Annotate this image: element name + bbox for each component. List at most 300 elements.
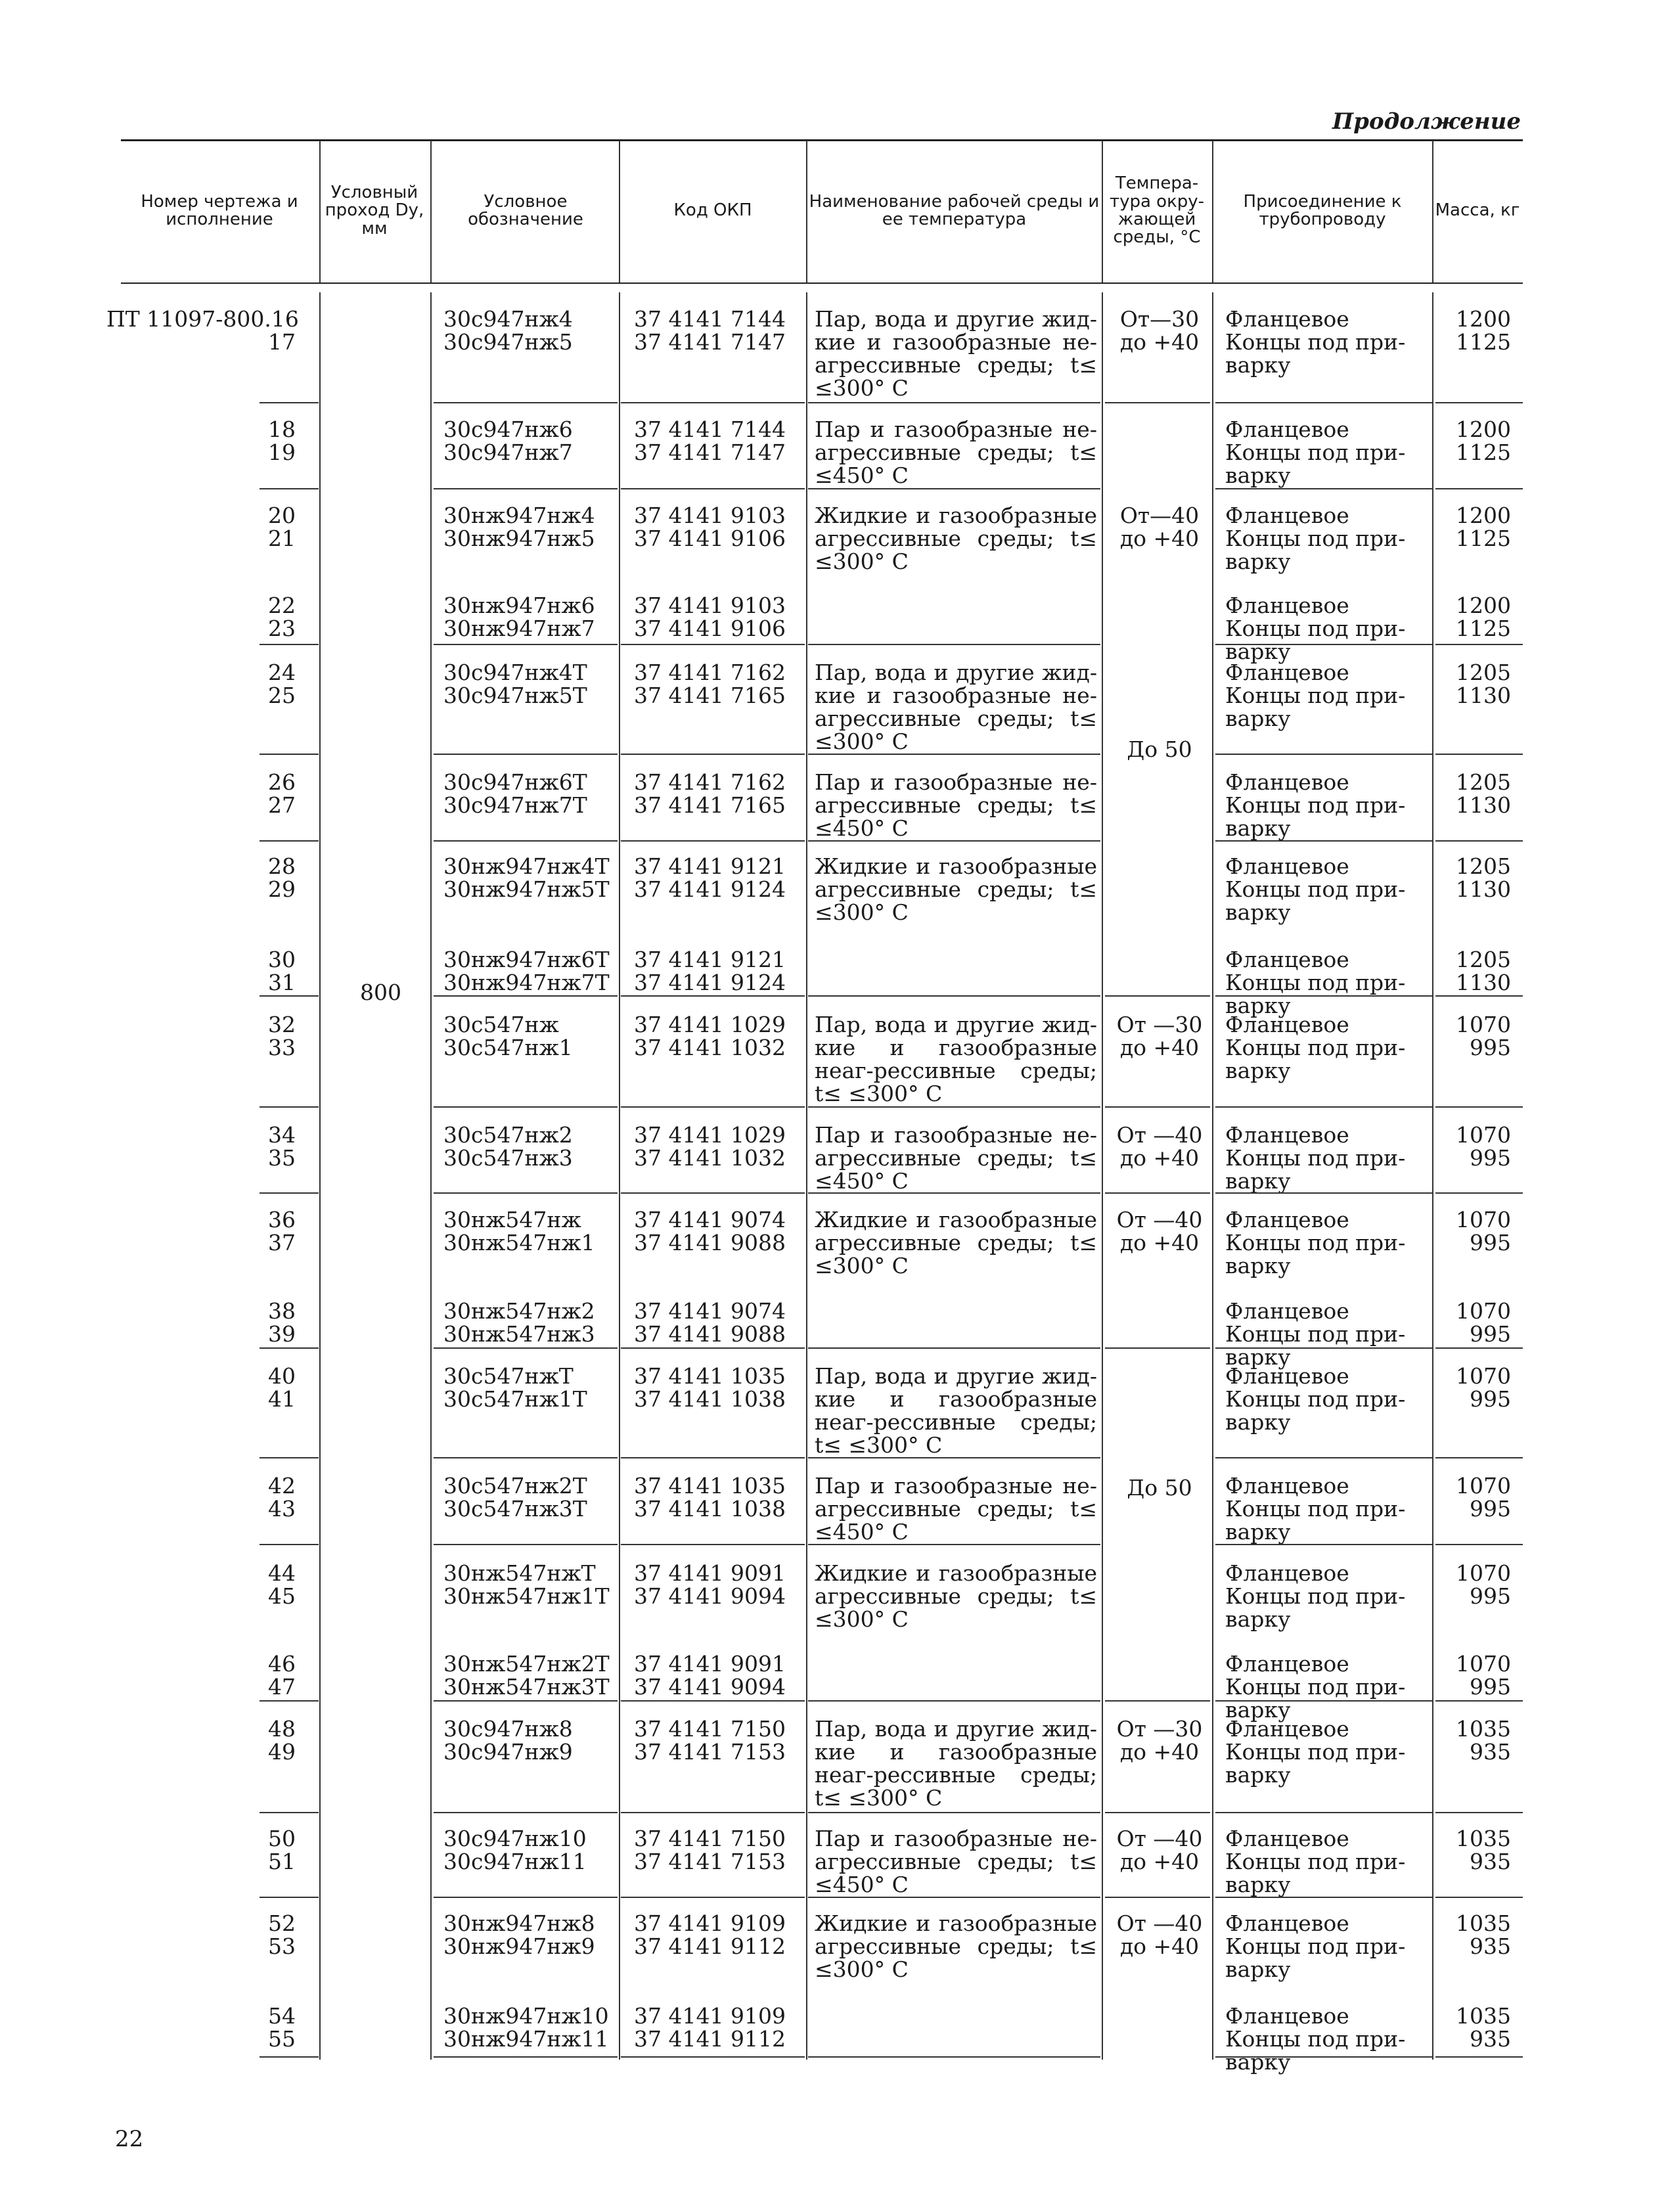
group-rule <box>1435 840 1523 842</box>
row-connection: Фланцевое <box>1225 1207 1349 1232</box>
group-rule <box>434 1700 618 1702</box>
row-mass: 995 <box>1470 1145 1511 1171</box>
group-rule <box>259 1192 319 1194</box>
row-number: 28 <box>268 853 296 879</box>
continuation-label: Продолжение <box>1332 108 1521 135</box>
row-designation: 30с947нж8 <box>443 1716 573 1742</box>
row-okp-code: 37 4141 9124 <box>634 970 786 995</box>
row-okp-code: 37 4141 1035 <box>634 1363 786 1389</box>
row-designation: 30с947нж9 <box>443 1739 573 1765</box>
working-medium-text: Жидкие и газообразные агрессивные среды; t≤ ≤300° С <box>815 1560 1097 1632</box>
nominal-bore-value: 800 <box>360 980 401 1005</box>
group-rule <box>1435 644 1523 645</box>
group-rule <box>808 2056 1100 2058</box>
group-rule <box>434 840 618 842</box>
row-okp-code: 37 4141 1032 <box>634 1145 786 1171</box>
row-designation: 30с947нж6Т <box>443 769 587 795</box>
row-okp-code: 37 4141 9112 <box>634 2026 786 2052</box>
row-designation: 30нж547нж3 <box>443 1321 595 1347</box>
row-mass: 1205 <box>1456 853 1511 879</box>
group-rule <box>1435 1544 1523 1545</box>
working-medium-text: Пар и газообразные не-агрессивные среды; t≤ ≤450° С <box>815 1473 1097 1545</box>
row-number: 29 <box>268 876 296 902</box>
row-number: 32 <box>268 1012 296 1037</box>
row-mass: 995 <box>1470 1386 1511 1412</box>
row-connection: Фланцевое <box>1225 660 1349 685</box>
group-rule <box>808 1700 1100 1702</box>
row-okp-code: 37 4141 1038 <box>634 1386 786 1412</box>
header-pipe-connection: Присоединение к трубопроводу <box>1243 191 1402 229</box>
row-okp-code: 37 4141 9103 <box>634 593 786 618</box>
row-number: 31 <box>268 970 296 995</box>
header-okp-code: Код ОКП <box>673 200 752 221</box>
row-okp-code: 37 4141 7147 <box>634 440 786 465</box>
column-rule <box>430 141 432 282</box>
ambient-temperature-text: От—30 до +40 <box>1119 306 1200 355</box>
ambient-temperature-text: От —40 до +40 <box>1116 1122 1203 1171</box>
row-designation: 30нж947нж7 <box>443 616 595 641</box>
group-rule <box>434 402 618 403</box>
row-mass: 1130 <box>1456 683 1511 708</box>
row-mass: 935 <box>1470 1849 1511 1874</box>
row-okp-code: 37 4141 9121 <box>634 947 786 972</box>
row-designation: 30с947нж11 <box>443 1849 587 1874</box>
row-okp-code: 37 4141 1029 <box>634 1012 786 1037</box>
row-mass: 995 <box>1470 1035 1511 1060</box>
row-designation: 30нж947нж4Т <box>443 853 610 879</box>
row-okp-code: 37 4141 9091 <box>634 1560 786 1586</box>
row-okp-code: 37 4141 9091 <box>634 1651 786 1677</box>
row-designation: 30с547нж3Т <box>443 1496 587 1522</box>
row-number: 41 <box>268 1386 296 1412</box>
group-rule <box>1215 840 1432 842</box>
row-designation: 30с547нж2Т <box>443 1473 587 1499</box>
group-rule <box>808 1106 1100 1108</box>
row-connection: Фланцевое <box>1225 417 1349 442</box>
group-rule <box>808 1347 1100 1349</box>
row-connection: Фланцевое <box>1225 1910 1349 1936</box>
row-designation: 30нж947нж11 <box>443 2026 609 2052</box>
row-mass: 1200 <box>1456 306 1511 332</box>
row-okp-code: 37 4141 9106 <box>634 616 786 641</box>
group-rule <box>808 1544 1100 1545</box>
group-rule <box>434 1347 618 1349</box>
row-number: 47 <box>268 1674 296 1700</box>
row-connection: Концы под при-варку <box>1225 1739 1406 1788</box>
group-rule <box>1435 1457 1523 1458</box>
row-connection: Фланцевое <box>1225 947 1349 972</box>
working-medium-text: Жидкие и газообразные агрессивные среды; t≤ ≤300° С <box>815 1207 1097 1278</box>
group-rule <box>434 1106 618 1108</box>
row-mass: 995 <box>1470 1321 1511 1347</box>
group-rule <box>259 488 319 489</box>
row-okp-code: 37 4141 9094 <box>634 1583 786 1609</box>
group-rule <box>1105 1347 1210 1349</box>
group-rule <box>1435 1897 1523 1898</box>
group-rule <box>1435 402 1523 403</box>
row-connection: Концы под при-варку <box>1225 1674 1406 1723</box>
row-okp-code: 37 4141 7162 <box>634 660 786 685</box>
row-okp-code: 37 4141 7165 <box>634 792 786 818</box>
group-rule <box>808 1897 1100 1898</box>
working-medium-text: Пар, вода и другие жид-кие и газообразные неаг-рессивные среды; t≤ ≤300° С <box>815 1012 1097 1106</box>
row-number: 21 <box>268 526 296 551</box>
column-rule <box>806 141 807 282</box>
row-designation: 30нж947нж4 <box>443 503 595 528</box>
group-rule <box>259 1544 319 1545</box>
group-rule <box>808 995 1100 997</box>
row-okp-code: 37 4141 9094 <box>634 1674 786 1700</box>
ambient-temperature-text: От —40 до +40 <box>1116 1910 1203 1959</box>
group-rule <box>1215 644 1432 645</box>
row-okp-code: 37 4141 9106 <box>634 526 786 551</box>
row-mass: 995 <box>1470 1674 1511 1700</box>
group-rule <box>1105 1897 1210 1898</box>
group-rule <box>621 1812 805 1813</box>
row-okp-code: 37 4141 9109 <box>634 1910 786 1936</box>
row-number: 52 <box>268 1910 296 1936</box>
working-medium-text: Пар, вода и другие жид-кие и газообразные не-агрессивные среды; t≤ ≤300° С <box>815 660 1097 754</box>
row-designation: 30с947нж7Т <box>443 792 587 818</box>
column-rule <box>619 141 620 282</box>
row-connection: Концы под при-варку <box>1225 1849 1406 1897</box>
working-medium-text: Пар, вода и другие жид-кие и газообразные неаг-рессивные среды; t≤ ≤300° С <box>815 1716 1097 1811</box>
group-rule <box>1105 402 1210 403</box>
group-rule <box>1215 1192 1432 1194</box>
ambient-temperature-text: До 50 <box>1127 1475 1192 1501</box>
row-designation: 30с947нж4 <box>443 306 573 332</box>
row-okp-code: 37 4141 7144 <box>634 306 786 332</box>
group-rule <box>259 754 319 755</box>
group-rule <box>259 1457 319 1458</box>
group-rule <box>808 1457 1100 1458</box>
group-rule <box>1435 1192 1523 1194</box>
row-designation: 30с947нж6 <box>443 417 573 442</box>
row-connection: Фланцевое <box>1225 306 1349 332</box>
row-okp-code: 37 4141 7162 <box>634 769 786 795</box>
row-number: 54 <box>268 2003 296 2029</box>
row-number: 35 <box>268 1145 296 1171</box>
row-designation: 30нж547нж <box>443 1207 581 1232</box>
row-mass: 1035 <box>1456 2003 1511 2029</box>
row-connection: Фланцевое <box>1225 1012 1349 1037</box>
row-number: 33 <box>268 1035 296 1060</box>
row-mass: 1070 <box>1456 1298 1511 1324</box>
row-number: 39 <box>268 1321 296 1347</box>
row-mass: 1200 <box>1456 417 1511 442</box>
ambient-temperature-text: От —40 до +40 <box>1116 1207 1203 1255</box>
group-rule <box>621 1457 805 1458</box>
group-rule <box>434 995 618 997</box>
group-rule <box>259 1700 319 1702</box>
group-rule <box>1435 2056 1523 2058</box>
row-connection: Концы под при-варку <box>1225 2026 1406 2075</box>
row-number: 17 <box>268 329 296 355</box>
row-connection: Фланцевое <box>1225 2003 1349 2029</box>
group-rule <box>808 754 1100 755</box>
working-medium-text: Жидкие и газообразные агрессивные среды; t≤ ≤300° С <box>815 853 1097 925</box>
row-okp-code: 37 4141 7144 <box>634 417 786 442</box>
group-rule <box>1435 995 1523 997</box>
row-mass: 1070 <box>1456 1012 1511 1037</box>
group-rule <box>621 840 805 842</box>
row-connection: Фланцевое <box>1225 1122 1349 1148</box>
working-medium-text: Пар, вода и другие жид-кие и газообразные не-агрессивные среды; t≤ ≤300° С <box>815 306 1097 401</box>
group-rule <box>1215 2056 1432 2058</box>
row-okp-code: 37 4141 1029 <box>634 1122 786 1148</box>
row-designation: 30нж947нж5Т <box>443 876 610 902</box>
row-designation: 30с947нж5 <box>443 329 573 355</box>
row-mass: 1070 <box>1456 1560 1511 1586</box>
row-designation: 30с547нж1Т <box>443 1386 587 1412</box>
row-connection: Концы под при-варку <box>1225 1496 1406 1545</box>
row-number: 20 <box>268 503 296 528</box>
working-medium-text: Пар, вода и другие жид-кие и газообразные неаг-рессивные среды; t≤ ≤300° С <box>815 1363 1097 1458</box>
row-number: 44 <box>268 1560 296 1586</box>
working-medium-text: Пар и газообразные не-агрессивные среды; t≤ ≤450° С <box>815 769 1097 841</box>
group-rule <box>259 840 319 842</box>
row-mass: 1130 <box>1456 970 1511 995</box>
group-rule <box>1215 995 1432 997</box>
row-number: 37 <box>268 1230 296 1255</box>
row-connection: Концы под при-варку <box>1225 1386 1406 1435</box>
group-rule <box>1215 1106 1432 1108</box>
row-mass: 1200 <box>1456 503 1511 528</box>
column-rule <box>430 292 432 2060</box>
row-mass: 935 <box>1470 2026 1511 2052</box>
group-rule <box>259 644 319 645</box>
row-designation: 30нж947нж6Т <box>443 947 610 972</box>
row-number: 45 <box>268 1583 296 1609</box>
row-mass: 995 <box>1470 1583 1511 1609</box>
group-rule <box>621 644 805 645</box>
row-okp-code: 37 4141 9121 <box>634 853 786 879</box>
row-okp-code: 37 4141 9074 <box>634 1207 786 1232</box>
row-number: 42 <box>268 1473 296 1499</box>
group-rule <box>434 644 618 645</box>
column-rule <box>1432 141 1433 282</box>
working-medium-text: Жидкие и газообразные агрессивные среды; t≤ ≤300° С <box>815 503 1097 574</box>
row-designation: 30нж547нж2Т <box>443 1651 610 1677</box>
row-designation: 30с547нж2 <box>443 1122 573 1148</box>
group-rule <box>1435 754 1523 755</box>
group-rule <box>1435 488 1523 489</box>
row-number: 38 <box>268 1298 296 1324</box>
row-number: 27 <box>268 792 296 818</box>
group-rule <box>621 1106 805 1108</box>
row-okp-code: 37 4141 7147 <box>634 329 786 355</box>
column-rule <box>1102 141 1103 282</box>
header-working-medium: Наименование рабочей среды и ее температура <box>809 191 1100 229</box>
row-okp-code: 37 4141 7150 <box>634 1826 786 1851</box>
row-mass: 1070 <box>1456 1651 1511 1677</box>
group-rule <box>808 840 1100 842</box>
row-designation: 30нж547нж1Т <box>443 1583 610 1609</box>
group-rule <box>434 1812 618 1813</box>
row-designation: 30нж947нж9 <box>443 1933 595 1959</box>
working-medium-text: Пар и газообразные не-агрессивные среды; t≤ ≤450° С <box>815 1826 1097 1897</box>
group-rule <box>621 1897 805 1898</box>
group-rule <box>808 488 1100 489</box>
group-rule <box>434 488 618 489</box>
group-rule <box>621 1700 805 1702</box>
group-rule <box>1435 1812 1523 1813</box>
row-designation: 30с547нж1 <box>443 1035 573 1060</box>
column-rule <box>1212 141 1213 282</box>
row-number: 34 <box>268 1122 296 1148</box>
group-rule <box>621 1347 805 1349</box>
group-rule <box>1435 1106 1523 1108</box>
row-connection: Концы под при-варку <box>1225 1230 1406 1278</box>
row-mass: 995 <box>1470 1496 1511 1522</box>
row-mass: 1035 <box>1456 1910 1511 1936</box>
row-connection: Концы под при-варку <box>1225 1583 1406 1632</box>
row-mass: 935 <box>1470 1933 1511 1959</box>
row-number: 36 <box>268 1207 296 1232</box>
row-okp-code: 37 4141 1035 <box>634 1473 786 1499</box>
row-mass: 1125 <box>1456 329 1511 355</box>
group-rule <box>434 754 618 755</box>
working-medium-text: Пар и газообразные не-агрессивные среды; t≤ ≤450° С <box>815 1122 1097 1194</box>
row-designation: 30нж947нж10 <box>443 2003 609 2029</box>
row-designation: 30нж547нж1 <box>443 1230 595 1255</box>
row-number: 23 <box>268 616 296 641</box>
row-okp-code: 37 4141 7150 <box>634 1716 786 1742</box>
row-mass: 1130 <box>1456 792 1511 818</box>
row-connection: Фланцевое <box>1225 769 1349 795</box>
row-number: 30 <box>268 947 296 972</box>
row-connection: Фланцевое <box>1225 1473 1349 1499</box>
row-mass: 1130 <box>1456 876 1511 902</box>
row-designation: 30нж547нж3Т <box>443 1674 610 1700</box>
group-rule <box>1105 1192 1210 1194</box>
row-connection: Концы под при-варку <box>1225 970 1406 1018</box>
row-connection: Концы под при-варку <box>1225 440 1406 488</box>
row-mass: 1200 <box>1456 593 1511 618</box>
row-connection: Фланцевое <box>1225 1826 1349 1851</box>
group-rule <box>621 402 805 403</box>
row-connection: Фланцевое <box>1225 1560 1349 1586</box>
row-number: 24 <box>268 660 296 685</box>
row-number: 50 <box>268 1826 296 1851</box>
row-mass: 1125 <box>1456 616 1511 641</box>
row-okp-code: 37 4141 9109 <box>634 2003 786 2029</box>
group-rule <box>434 1192 618 1194</box>
group-rule <box>621 1192 805 1194</box>
row-number: 19 <box>268 440 296 465</box>
row-connection: Концы под при-варку <box>1225 1933 1406 1982</box>
row-designation: 30нж947нж7Т <box>443 970 610 995</box>
row-mass: 1205 <box>1456 947 1511 972</box>
header-drawing-number: Номер чертежа и исполнение <box>141 191 298 229</box>
row-connection: Концы под при-варку <box>1225 792 1406 841</box>
row-mass: 1205 <box>1456 660 1511 685</box>
row-mass: 1070 <box>1456 1363 1511 1389</box>
row-designation: 30с947нж4Т <box>443 660 587 685</box>
group-rule <box>1215 1812 1432 1813</box>
column-rule <box>319 141 321 282</box>
ambient-temperature-text: От —30 до +40 <box>1116 1716 1203 1765</box>
header-ambient-temperature: Темпера- тура окру- жающей среды, °С <box>1109 173 1205 248</box>
row-okp-code: 37 4141 9074 <box>634 1298 786 1324</box>
row-okp-code: 37 4141 1038 <box>634 1496 786 1522</box>
row-connection: Фланцевое <box>1225 1363 1349 1389</box>
group-rule <box>1105 1106 1210 1108</box>
header-mass: Масса, кг <box>1435 200 1520 221</box>
row-number: 48 <box>268 1716 296 1742</box>
group-rule <box>259 1812 319 1813</box>
row-okp-code: 37 4141 9088 <box>634 1230 786 1255</box>
row-connection: Фланцевое <box>1225 853 1349 879</box>
group-rule <box>1435 1700 1523 1702</box>
row-okp-code: 37 4141 9112 <box>634 1933 786 1959</box>
row-number: 18 <box>268 417 296 442</box>
row-connection: Фланцевое <box>1225 1651 1349 1677</box>
row-designation: 30с547нжТ <box>443 1363 574 1389</box>
row-okp-code: 37 4141 7165 <box>634 683 786 708</box>
group-rule <box>259 1106 319 1108</box>
table-header-rule <box>121 282 1523 284</box>
row-designation: 30с947нж7 <box>443 440 573 465</box>
row-mass: 1070 <box>1456 1122 1511 1148</box>
row-number: 55 <box>268 2026 296 2052</box>
row-connection: Фланцевое <box>1225 1716 1349 1742</box>
drawing-prefix: ПТ 11097-800.16 <box>106 306 299 332</box>
row-mass: 1070 <box>1456 1207 1511 1232</box>
row-designation: 30нж547нжТ <box>443 1560 596 1586</box>
group-rule <box>621 1544 805 1545</box>
group-rule <box>1105 995 1210 997</box>
column-rule <box>806 292 807 2060</box>
group-rule <box>434 2056 618 2058</box>
row-mass: 1205 <box>1456 769 1511 795</box>
group-rule <box>434 1897 618 1898</box>
group-rule <box>808 1192 1100 1194</box>
row-designation: 30с947нж5Т <box>443 683 587 708</box>
row-mass: 1070 <box>1456 1473 1511 1499</box>
column-rule <box>1432 292 1433 2060</box>
group-rule <box>1215 1544 1432 1545</box>
column-rule <box>619 292 620 2060</box>
group-rule <box>1215 1700 1432 1702</box>
group-rule <box>1435 1347 1523 1349</box>
group-rule <box>1215 1347 1432 1349</box>
group-rule <box>1105 1812 1210 1813</box>
group-rule <box>1105 1700 1210 1702</box>
row-connection: Концы под при-варку <box>1225 1145 1406 1194</box>
row-number: 22 <box>268 593 296 618</box>
group-rule <box>259 2056 319 2058</box>
header-nominal-bore: Условный проход Dу, мм <box>325 183 424 238</box>
group-rule <box>621 488 805 489</box>
row-mass: 1035 <box>1456 1826 1511 1851</box>
row-number: 26 <box>268 769 296 795</box>
row-connection: Фланцевое <box>1225 1298 1349 1324</box>
row-okp-code: 37 4141 7153 <box>634 1849 786 1874</box>
row-connection: Концы под при-варку <box>1225 616 1406 664</box>
column-rule <box>1102 292 1103 2060</box>
row-number: 43 <box>268 1496 296 1522</box>
row-designation: 30с547нж <box>443 1012 559 1037</box>
row-number: 25 <box>268 683 296 708</box>
group-rule <box>621 2056 805 2058</box>
row-designation: 30с547нж3 <box>443 1145 573 1171</box>
ambient-temperature-text: От—40 до +40 <box>1119 503 1200 551</box>
row-connection: Концы под при-варку <box>1225 526 1406 574</box>
row-okp-code: 37 4141 9124 <box>634 876 786 902</box>
row-number: 49 <box>268 1739 296 1765</box>
group-rule <box>808 1812 1100 1813</box>
